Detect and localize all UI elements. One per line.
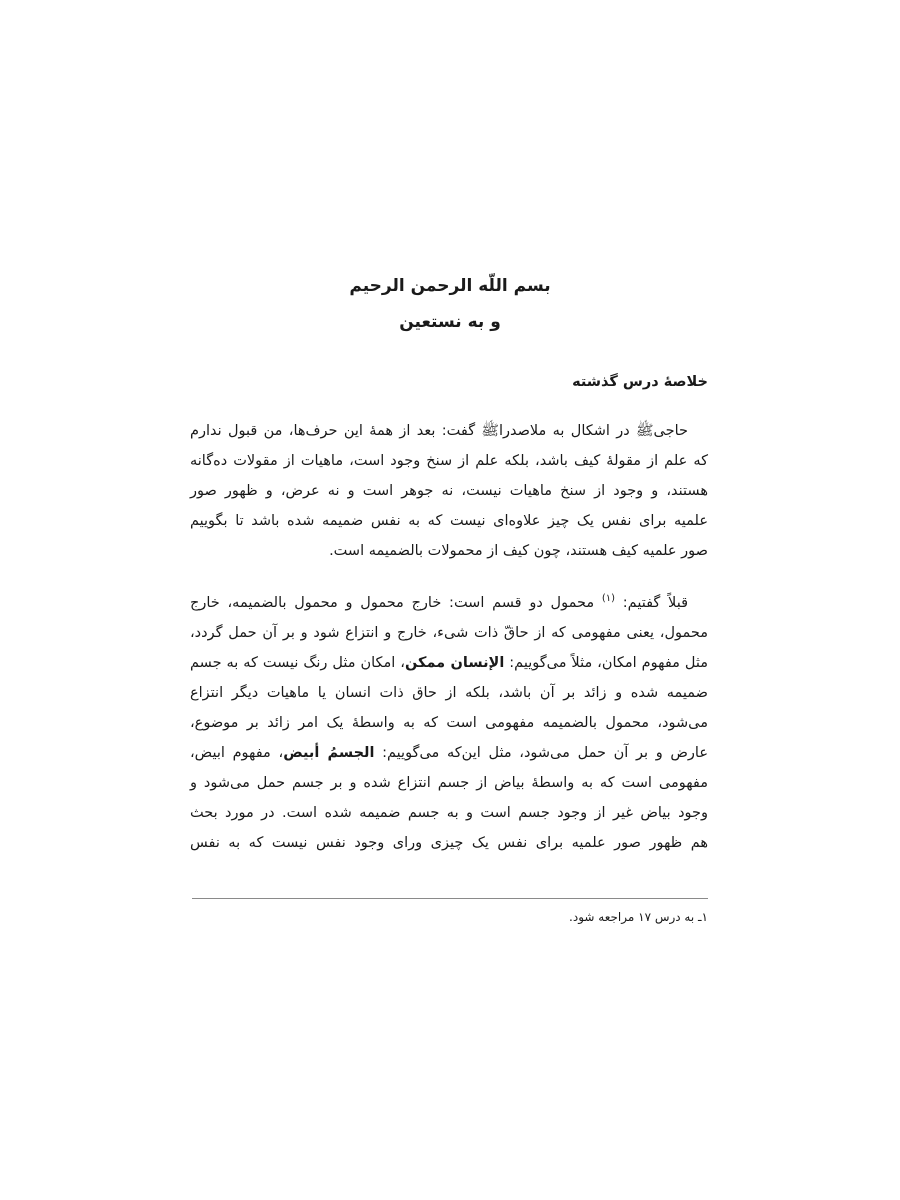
paragraph-line: هم ظهور صور علمیه برای نفس یک چیزی ورای وجود نفس نیست که به نفس (190, 834, 708, 851)
paragraph-line: علمیه برای نفس یک چیز علاوه‌ای نیست که به نفس ضمیمه شده باشد تا بگوییم (190, 513, 708, 529)
paragraph-line: وجود بیاض غیر از وجود جسم است و به جسم ضمیمه شده است. در مورد بحث (190, 804, 708, 821)
paragraph-line: صور علمیه کیف هستند، چون کیف از محمولات بالضمیمه است. (329, 543, 708, 559)
paragraph-2 (190, 584, 708, 858)
bold-term: الإنسان ممکن (404, 654, 505, 671)
subtitle: و به نستعین (399, 312, 501, 332)
text-run: مثل مفهوم امکان، مثلاً می‌گوییم: (504, 654, 708, 671)
text-run: محمول دو قسم است: خارج محمول و محمول بالضمیمه، خارج (190, 594, 602, 611)
bold-term: الجسمُ أبیض (283, 744, 375, 761)
paragraph-line (190, 648, 708, 678)
footnote-divider (192, 898, 708, 899)
paragraph-line (190, 584, 708, 618)
text-run: قبلاً گفتیم: (622, 594, 689, 611)
basmala-title: بسم اللّه الرحمن الرحیم (349, 276, 551, 296)
paragraph-line: محمول، یعنی مفهومی که از حاقّ ذات شیء، خارج و انتزاع شود و بر آن حمل گردد، (190, 624, 708, 641)
paragraph-line: حاجیﷺ در اشکال به ملاصدراﷺ گفت: بعد از همهٔ این حرف‌ها، من قبول ندارم (190, 423, 688, 439)
paragraph-line: که علم از مقولهٔ کیف باشد، بلکه علم از سنخ وجود است، ماهیات از مقولات ده‌گانه (190, 453, 708, 469)
paragraph-1 (190, 416, 708, 566)
footnote-marker: (۱) (601, 593, 616, 604)
footnote: ۱ـ به درس ۱۷ مراجعه شود. (569, 910, 708, 924)
paragraph-line: ضمیمه شده و زائد بر آن باشد، بلکه از حاق ذات انسان یا ماهیات دیگر انتزاع (190, 684, 708, 701)
paragraph-line: هستند، و وجود از سنخ ماهیات نیست، نه جوهر است و نه عرض، و ظهور صور (190, 483, 708, 499)
text-run: ، مفهوم ابیض، (190, 744, 284, 761)
text-run: ، امکان مثل رنگ نیست که به جسم (190, 654, 405, 671)
paragraph-line (190, 738, 708, 768)
section-heading: خلاصهٔ درس گذشته (572, 374, 708, 390)
text-run: عارض و بر آن حمل می‌شود، مثل این‌که می‌گوییم: (374, 744, 708, 761)
paragraph-line: می‌شود، محمول بالضمیمه مفهومی است که به واسطهٔ یک امر زائد بر موضوع، (190, 714, 708, 731)
paragraph-line: مفهومی است که به واسطهٔ بیاض از جسم انتزاع شده و بر جسم حمل می‌شود و (190, 774, 708, 791)
